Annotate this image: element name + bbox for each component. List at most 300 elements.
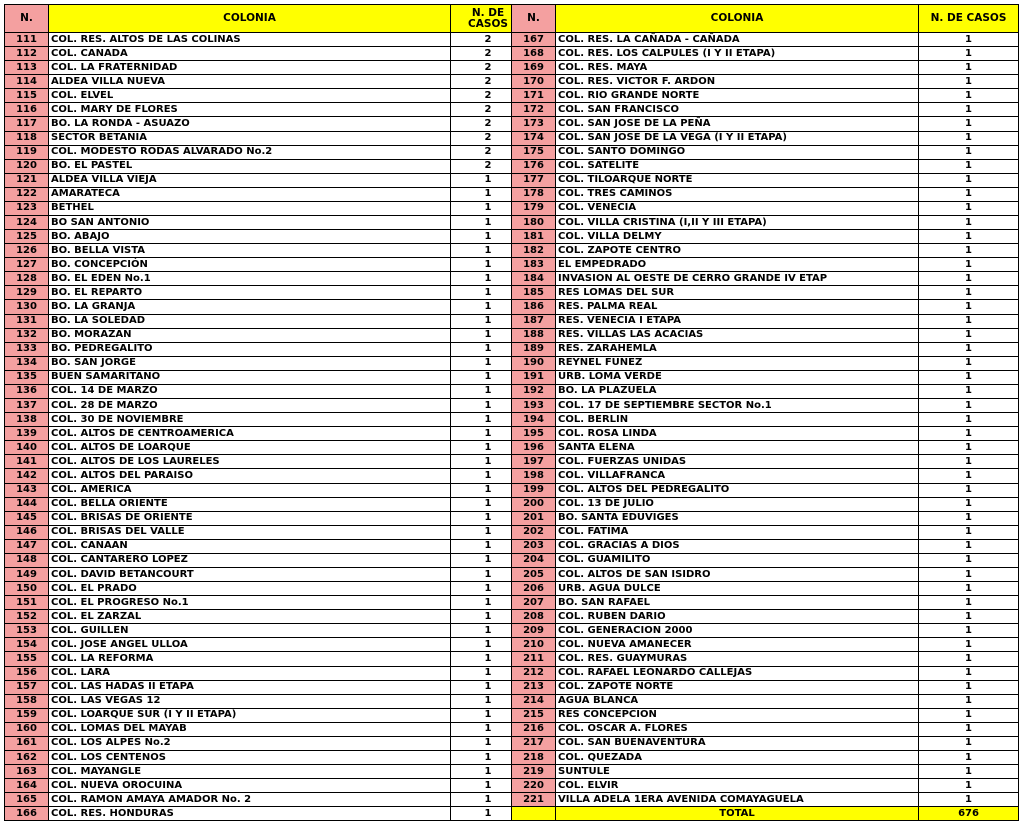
table-row xyxy=(5,370,526,384)
table-row xyxy=(5,47,526,61)
case-count: 1 xyxy=(451,342,526,356)
case-count: 2 xyxy=(451,117,526,131)
colonia-name: RES. VENECIA I ETAPA xyxy=(556,314,919,328)
table-row xyxy=(512,511,1019,525)
case-count: 1 xyxy=(919,89,1019,103)
case-count: 1 xyxy=(919,497,1019,511)
row-number: 120 xyxy=(5,159,49,173)
case-count: 1 xyxy=(451,582,526,596)
row-number: 145 xyxy=(5,511,49,525)
row-number: 208 xyxy=(512,610,556,624)
row-number: 185 xyxy=(512,286,556,300)
colonia-name: COL. LOS CENTENOS xyxy=(49,750,451,764)
table-row xyxy=(5,33,526,47)
row-number: 206 xyxy=(512,582,556,596)
colonia-name: AGUA BLANCA xyxy=(556,694,919,708)
header-cases: N. DE CASOS xyxy=(451,5,526,33)
colonia-name: COL. AMERICA xyxy=(49,483,451,497)
row-number: 122 xyxy=(5,187,49,201)
table-row xyxy=(5,511,526,525)
colonia-name: COL. RES. LA CAÑADA - CAÑADA xyxy=(556,33,919,47)
colonia-name: COL. RES. VICTOR F. ARDON xyxy=(556,75,919,89)
row-number: 136 xyxy=(5,384,49,398)
colonia-name: RES. ZARAHEMLA xyxy=(556,342,919,356)
colonia-name: ALDEA VILLA NUEVA xyxy=(49,75,451,89)
row-number: 140 xyxy=(5,441,49,455)
colonia-name: COL. LAS VEGAS 12 xyxy=(49,694,451,708)
row-number: 181 xyxy=(512,230,556,244)
cases-table-right xyxy=(511,4,1019,821)
table-row xyxy=(512,624,1019,638)
row-number: 126 xyxy=(5,244,49,258)
table-row xyxy=(512,694,1019,708)
case-count: 1 xyxy=(451,201,526,215)
row-number: 172 xyxy=(512,103,556,117)
colonia-name: COL. FATIMA xyxy=(556,525,919,539)
total-label: TOTAL xyxy=(556,807,919,821)
table-row xyxy=(512,47,1019,61)
case-count: 1 xyxy=(451,539,526,553)
row-number: 125 xyxy=(5,230,49,244)
case-count: 1 xyxy=(919,328,1019,342)
table-row xyxy=(512,793,1019,807)
case-count: 1 xyxy=(919,272,1019,286)
colonia-name: COL. MAYANGLE xyxy=(49,765,451,779)
colonia-name: COL. RAFAEL LEONARDO CALLEJAS xyxy=(556,666,919,680)
case-count: 1 xyxy=(451,807,526,821)
colonia-name: SANTA ELENA xyxy=(556,441,919,455)
table-row xyxy=(5,413,526,427)
table-row xyxy=(512,610,1019,624)
case-count: 1 xyxy=(919,47,1019,61)
table-row xyxy=(5,61,526,75)
row-number: 138 xyxy=(5,413,49,427)
row-number: 209 xyxy=(512,624,556,638)
row-number: 187 xyxy=(512,314,556,328)
colonia-name: COL. GENERACION 2000 xyxy=(556,624,919,638)
table-row xyxy=(5,624,526,638)
table-row xyxy=(5,750,526,764)
row-number: 130 xyxy=(5,300,49,314)
colonia-name: BO. LA GRANJA xyxy=(49,300,451,314)
row-number: 217 xyxy=(512,736,556,750)
colonia-name: COL. EL PROGRESO No.1 xyxy=(49,596,451,610)
case-count: 1 xyxy=(451,525,526,539)
row-number: 186 xyxy=(512,300,556,314)
row-number: 176 xyxy=(512,159,556,173)
colonia-name: COL. ZAPOTE NORTE xyxy=(556,680,919,694)
case-count: 1 xyxy=(919,103,1019,117)
table-row xyxy=(512,666,1019,680)
row-number: 205 xyxy=(512,567,556,581)
colonia-name: REYNEL FUNEZ xyxy=(556,356,919,370)
table-row xyxy=(5,765,526,779)
colonia-name: BO. EL REPARTO xyxy=(49,286,451,300)
table-row xyxy=(5,173,526,187)
colonia-name: COL. 14 DE MARZO xyxy=(49,384,451,398)
table-row xyxy=(5,469,526,483)
row-number: 132 xyxy=(5,328,49,342)
case-count: 1 xyxy=(919,131,1019,145)
row-number: 198 xyxy=(512,469,556,483)
row-number: 114 xyxy=(5,75,49,89)
table-row xyxy=(5,300,526,314)
colonia-name: RES. VILLAS LAS ACACIAS xyxy=(556,328,919,342)
row-number: 141 xyxy=(5,455,49,469)
colonia-name: COL. TILOARQUE NORTE xyxy=(556,173,919,187)
colonia-name: COL. NUEVA OROCUINA xyxy=(49,779,451,793)
table-row xyxy=(512,427,1019,441)
row-number: 191 xyxy=(512,370,556,384)
row-number: 159 xyxy=(5,708,49,722)
case-count: 1 xyxy=(919,314,1019,328)
colonia-name: COL. RUBEN DARIO xyxy=(556,610,919,624)
case-count: 1 xyxy=(451,384,526,398)
table-row xyxy=(5,525,526,539)
case-count: 1 xyxy=(919,230,1019,244)
case-count: 1 xyxy=(919,750,1019,764)
row-number: 204 xyxy=(512,553,556,567)
table-row xyxy=(512,103,1019,117)
colonia-name: COL. LOS ALPES No.2 xyxy=(49,736,451,750)
row-number: 170 xyxy=(512,75,556,89)
table-row xyxy=(512,159,1019,173)
table-row xyxy=(512,539,1019,553)
row-number: 118 xyxy=(5,131,49,145)
case-count: 1 xyxy=(919,638,1019,652)
case-count: 1 xyxy=(919,525,1019,539)
case-count: 1 xyxy=(919,173,1019,187)
case-count: 1 xyxy=(451,469,526,483)
row-number: 221 xyxy=(512,793,556,807)
row-number: 165 xyxy=(5,793,49,807)
case-count: 1 xyxy=(919,708,1019,722)
colonia-name: COL. CANTARERO LOPEZ xyxy=(49,553,451,567)
row-number: 167 xyxy=(512,33,556,47)
table-row xyxy=(512,779,1019,793)
case-count: 1 xyxy=(451,455,526,469)
colonia-name: COL. LA FRATERNIDAD xyxy=(49,61,451,75)
colonia-name: COL. EL ZARZAL xyxy=(49,610,451,624)
table-row xyxy=(512,596,1019,610)
colonia-name: COL. EL PRADO xyxy=(49,582,451,596)
case-count: 1 xyxy=(451,596,526,610)
table-row xyxy=(5,356,526,370)
row-number: 148 xyxy=(5,553,49,567)
colonia-name: RES CONCEPCION xyxy=(556,708,919,722)
colonia-name: COL. CANADA xyxy=(49,47,451,61)
row-number: 139 xyxy=(5,427,49,441)
row-number: 190 xyxy=(512,356,556,370)
table-row xyxy=(5,708,526,722)
case-count: 1 xyxy=(451,356,526,370)
case-count: 1 xyxy=(919,666,1019,680)
colonia-name: COL. OSCAR A. FLORES xyxy=(556,722,919,736)
row-number: 179 xyxy=(512,201,556,215)
case-count: 1 xyxy=(919,384,1019,398)
row-number: 133 xyxy=(5,342,49,356)
case-count: 1 xyxy=(451,497,526,511)
colonia-name: BO. SAN RAFAEL xyxy=(556,596,919,610)
colonia-name: COL. BRISAS DE ORIENTE xyxy=(49,511,451,525)
colonia-name: COL. RES. HONDURAS xyxy=(49,807,451,821)
colonia-name: COL. ALTOS DE SAN ISIDRO xyxy=(556,567,919,581)
case-count: 1 xyxy=(451,427,526,441)
colonia-name: COL. ALTOS DE LOARQUE xyxy=(49,441,451,455)
colonia-name: BO. LA PLAZUELA xyxy=(556,384,919,398)
colonia-name: COL. TRES CAMINOS xyxy=(556,187,919,201)
colonia-name: COL. GUILLEN xyxy=(49,624,451,638)
colonia-name: COL. 13 DE JULIO xyxy=(556,497,919,511)
table-row xyxy=(512,328,1019,342)
case-count: 1 xyxy=(919,511,1019,525)
case-count: 1 xyxy=(451,610,526,624)
row-number: 113 xyxy=(5,61,49,75)
colonia-name: BO. LA SOLEDAD xyxy=(49,314,451,328)
row-number: 168 xyxy=(512,47,556,61)
case-count: 1 xyxy=(919,244,1019,258)
colonia-name: COL. LOARQUE SUR (I Y II ETAPA) xyxy=(49,708,451,722)
header-colonia: COLONIA xyxy=(49,5,451,33)
colonia-name: BUEN SAMARITANO xyxy=(49,370,451,384)
table-row xyxy=(5,666,526,680)
case-count: 1 xyxy=(919,258,1019,272)
case-count: 1 xyxy=(451,230,526,244)
case-count: 1 xyxy=(919,159,1019,173)
case-count: 1 xyxy=(919,722,1019,736)
table-row xyxy=(5,652,526,666)
case-count: 1 xyxy=(451,680,526,694)
colonia-name: COL. BELLA ORIENTE xyxy=(49,497,451,511)
case-count: 2 xyxy=(451,33,526,47)
case-count: 1 xyxy=(451,300,526,314)
table-row xyxy=(5,244,526,258)
case-count: 1 xyxy=(451,708,526,722)
case-count: 1 xyxy=(919,427,1019,441)
table-row xyxy=(512,314,1019,328)
header-cases: N. DE CASOS xyxy=(919,5,1019,33)
colonia-name: COL. LOMAS DEL MAYAB xyxy=(49,722,451,736)
table-row xyxy=(512,173,1019,187)
colonia-name: COL. SATELITE xyxy=(556,159,919,173)
row-number: 152 xyxy=(5,610,49,624)
row-number: 211 xyxy=(512,652,556,666)
colonia-name: COL. ELVIR xyxy=(556,779,919,793)
colonia-name: COL. JOSE ANGEL ULLOA xyxy=(49,638,451,652)
table-row xyxy=(512,483,1019,497)
row-number: 212 xyxy=(512,666,556,680)
colonia-name: COL. GUAMILITO xyxy=(556,553,919,567)
table-row xyxy=(5,230,526,244)
table-row xyxy=(512,652,1019,666)
case-count: 1 xyxy=(451,722,526,736)
table-row xyxy=(512,201,1019,215)
table-row xyxy=(5,187,526,201)
colonia-name: COL. ALTOS DE CENTROAMERICA xyxy=(49,427,451,441)
table-row xyxy=(512,765,1019,779)
table-row xyxy=(512,33,1019,47)
colonia-name: COL. RES. ALTOS DE LAS COLINAS xyxy=(49,33,451,47)
table-row xyxy=(5,455,526,469)
case-count: 1 xyxy=(451,694,526,708)
row-number: 213 xyxy=(512,680,556,694)
colonia-name: COL. RIO GRANDE NORTE xyxy=(556,89,919,103)
colonia-name: COL. 17 DE SEPTIEMBRE SECTOR No.1 xyxy=(556,399,919,413)
table-row xyxy=(512,680,1019,694)
table-row xyxy=(5,314,526,328)
table-body-right xyxy=(512,33,1019,807)
row-number: 174 xyxy=(512,131,556,145)
colonia-name: COL. RES. LOS CALPULES (I Y II ETAPA) xyxy=(556,47,919,61)
colonia-name: COL. SAN BUENAVENTURA xyxy=(556,736,919,750)
table-row xyxy=(5,159,526,173)
colonia-name: URB. AGUA DULCE xyxy=(556,582,919,596)
table-row xyxy=(512,258,1019,272)
table-row xyxy=(512,244,1019,258)
colonia-name: SUNTULE xyxy=(556,765,919,779)
row-number: 218 xyxy=(512,750,556,764)
table-row xyxy=(512,286,1019,300)
colonia-name: COL. ALTOS DEL PARAISO xyxy=(49,469,451,483)
table-row xyxy=(5,427,526,441)
table-row xyxy=(5,483,526,497)
row-number: 203 xyxy=(512,539,556,553)
case-count: 1 xyxy=(919,539,1019,553)
row-number: 121 xyxy=(5,173,49,187)
row-number: 182 xyxy=(512,244,556,258)
colonia-name: COL. CANAAN xyxy=(49,539,451,553)
case-count: 1 xyxy=(919,75,1019,89)
total-number-cell xyxy=(512,807,556,821)
case-count: 1 xyxy=(451,652,526,666)
row-number: 111 xyxy=(5,33,49,47)
colonia-name: BO. BELLA VISTA xyxy=(49,244,451,258)
case-count: 1 xyxy=(919,553,1019,567)
row-number: 193 xyxy=(512,399,556,413)
colonia-name: BO. EL PASTEL xyxy=(49,159,451,173)
case-count: 1 xyxy=(919,201,1019,215)
colonia-name: COL. SAN JOSE DE LA PEÑA xyxy=(556,117,919,131)
table-row xyxy=(512,216,1019,230)
colonia-name: BO. EL EDEN No.1 xyxy=(49,272,451,286)
table-row xyxy=(512,413,1019,427)
table-row xyxy=(512,722,1019,736)
table-row xyxy=(5,272,526,286)
colonia-name: COL. VILLAFRANCA xyxy=(556,469,919,483)
case-count: 1 xyxy=(451,624,526,638)
case-count: 1 xyxy=(919,582,1019,596)
row-number: 200 xyxy=(512,497,556,511)
case-count: 1 xyxy=(919,61,1019,75)
colonia-name: COL. RES. GUAYMURAS xyxy=(556,652,919,666)
table-row xyxy=(512,638,1019,652)
row-number: 149 xyxy=(5,567,49,581)
row-number: 177 xyxy=(512,173,556,187)
row-number: 128 xyxy=(5,272,49,286)
row-number: 201 xyxy=(512,511,556,525)
colonia-name: COL. 28 DE MARZO xyxy=(49,399,451,413)
row-number: 129 xyxy=(5,286,49,300)
row-number: 180 xyxy=(512,216,556,230)
case-count: 1 xyxy=(919,286,1019,300)
table-row xyxy=(5,610,526,624)
row-number: 216 xyxy=(512,722,556,736)
case-count: 1 xyxy=(451,187,526,201)
colonia-name: COL. ALTOS DE LOS LAURELES xyxy=(49,455,451,469)
table-row xyxy=(512,708,1019,722)
case-count: 2 xyxy=(451,61,526,75)
row-number: 150 xyxy=(5,582,49,596)
table-row xyxy=(512,131,1019,145)
row-number: 156 xyxy=(5,666,49,680)
table-row xyxy=(512,300,1019,314)
row-number: 131 xyxy=(5,314,49,328)
colonia-name: BO. PEDREGALITO xyxy=(49,342,451,356)
table-row xyxy=(5,497,526,511)
table-row xyxy=(5,75,526,89)
table-row xyxy=(512,370,1019,384)
table-row xyxy=(512,567,1019,581)
case-count: 1 xyxy=(919,624,1019,638)
colonia-name: URB. LOMA VERDE xyxy=(556,370,919,384)
row-number: 163 xyxy=(5,765,49,779)
table-row xyxy=(5,596,526,610)
case-count: 1 xyxy=(919,793,1019,807)
case-count: 1 xyxy=(451,483,526,497)
header-number: N. xyxy=(5,5,49,33)
table-row xyxy=(5,89,526,103)
colonia-name: COL. ALTOS DEL PEDREGALITO xyxy=(556,483,919,497)
table-row xyxy=(5,201,526,215)
case-count: 1 xyxy=(451,216,526,230)
colonia-name: BO. LA RONDA - ASUAZO xyxy=(49,117,451,131)
colonia-name: EL EMPEDRADO xyxy=(556,258,919,272)
colonia-name: SECTOR BETANIA xyxy=(49,131,451,145)
row-number: 169 xyxy=(512,61,556,75)
row-number: 135 xyxy=(5,370,49,384)
row-number: 215 xyxy=(512,708,556,722)
case-count: 1 xyxy=(451,666,526,680)
header-row xyxy=(512,5,1019,33)
row-number: 134 xyxy=(5,356,49,370)
case-count: 1 xyxy=(451,328,526,342)
colonia-name: COL. SANTO DOMINGO xyxy=(556,145,919,159)
table-row xyxy=(512,469,1019,483)
table-row xyxy=(5,694,526,708)
case-count: 1 xyxy=(919,652,1019,666)
row-number: 147 xyxy=(5,539,49,553)
case-count: 1 xyxy=(451,286,526,300)
table-row xyxy=(512,356,1019,370)
table-row xyxy=(5,216,526,230)
table-row xyxy=(5,131,526,145)
table-row xyxy=(512,455,1019,469)
case-count: 1 xyxy=(451,399,526,413)
colonia-name: BO SAN ANTONIO xyxy=(49,216,451,230)
table-row xyxy=(512,384,1019,398)
case-count: 1 xyxy=(451,272,526,286)
table-row xyxy=(5,779,526,793)
table-row xyxy=(5,342,526,356)
row-number: 162 xyxy=(5,750,49,764)
table-row xyxy=(512,497,1019,511)
colonia-name: COL. VILLA CRISTINA (I,II Y III ETAPA) xyxy=(556,216,919,230)
table-row xyxy=(5,807,526,821)
colonia-name: COL. 30 DE NOVIEMBRE xyxy=(49,413,451,427)
row-number: 184 xyxy=(512,272,556,286)
total-value: 676 xyxy=(919,807,1019,821)
row-number: 161 xyxy=(5,736,49,750)
